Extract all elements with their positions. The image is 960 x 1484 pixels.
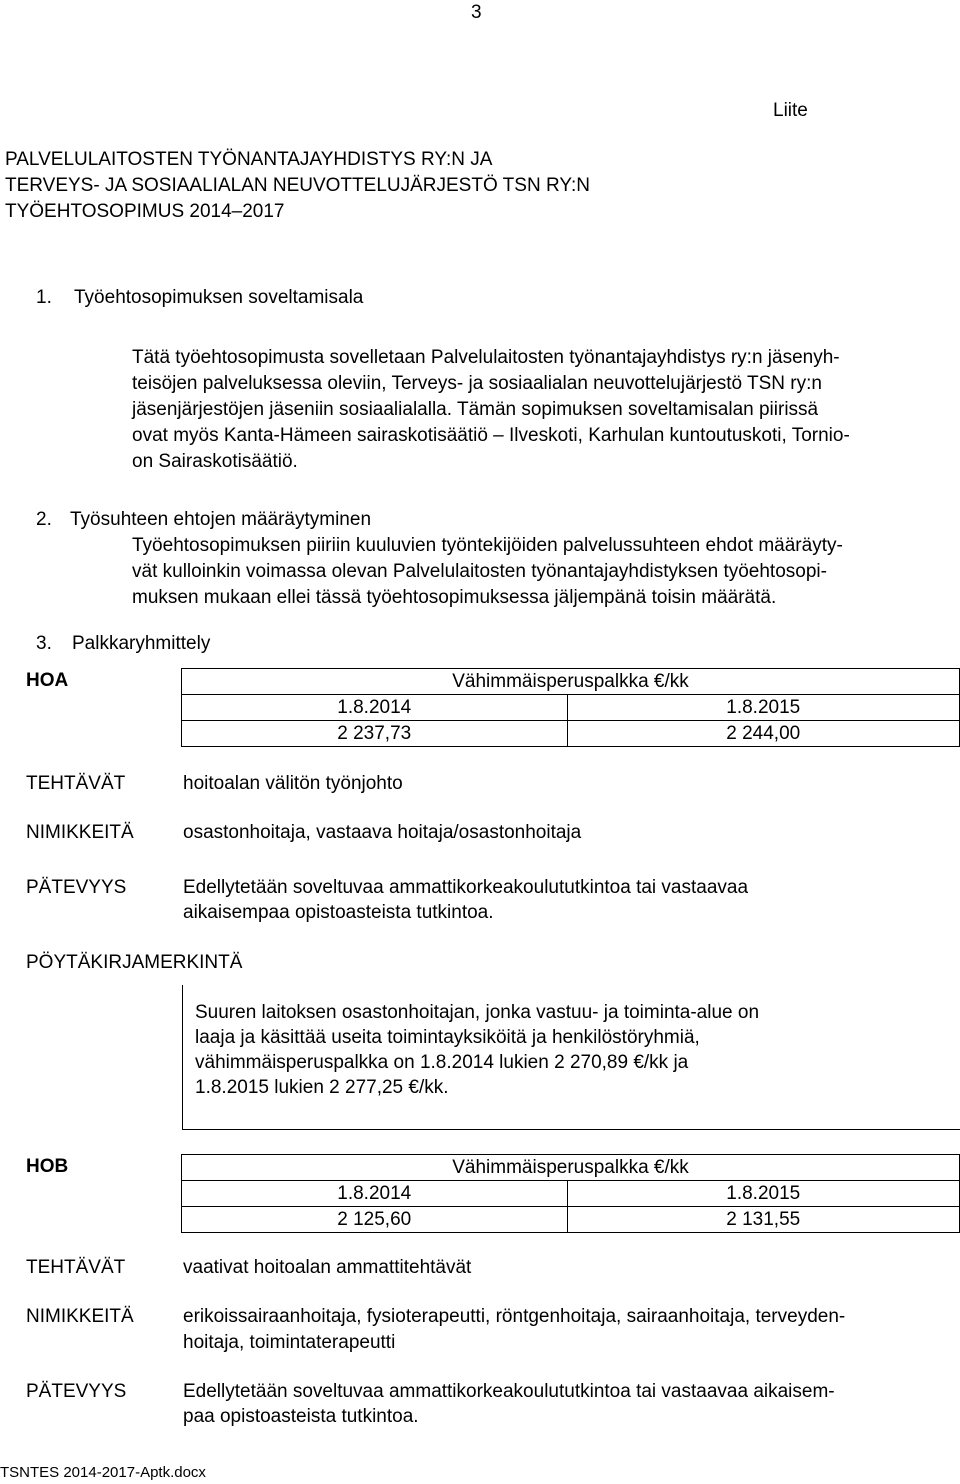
- section1-line-2: teisöjen palveluksessa oleviin, Terveys- ja sosiaalialan neuvottelujärjestö TSN ry:n: [132, 373, 822, 394]
- note-line-hoa-2: laaja ja käsittää useita toimintayksiköitä ja henkilöstöryhmiä,: [195, 1027, 700, 1048]
- section1-number: 1.: [36, 287, 52, 308]
- note-label-hoa: PÖYTÄKIRJAMERKINTÄ: [26, 952, 243, 973]
- qual-line-hob-2: paa opistoasteista tutkintoa.: [183, 1406, 419, 1427]
- note-line-hoa-1: Suuren laitoksen osastonhoitajan, jonka vastuu- ja toiminta-alue on: [195, 1002, 760, 1023]
- titles-line-hob-2: hoitaja, toimintaterapeutti: [183, 1332, 396, 1353]
- titles-label-hob: NIMIKKEITÄ: [26, 1306, 134, 1327]
- qual-line-hob-1: Edellytetään soveltuvaa ammattikorkeakoulututkintoa tai vastaavaa aikaisem-: [183, 1381, 835, 1402]
- section2-title: Työsuhteen ehtojen määräytyminen: [70, 509, 372, 530]
- salary-date-1: 1.8.2014: [182, 695, 568, 721]
- titles-line-hoa-1: osastonhoitaja, vastaava hoitaja/osastonhoitaja: [183, 822, 582, 843]
- qual-line-hoa-1: Edellytetään soveltuvaa ammattikorkeakoulututkintoa tai vastaavaa: [183, 877, 749, 898]
- group-code-hob: HOB: [26, 1156, 69, 1177]
- page-number: 3: [471, 2, 482, 23]
- qual-label-hob: PÄTEVYYS: [26, 1381, 127, 1402]
- qual-line-hoa-2: aikaisempaa opistoasteista tutkintoa.: [183, 902, 494, 923]
- footer-filename: TSNTES 2014-2017-Aptk.docx: [0, 1464, 206, 1481]
- salary-value-1: 2 125,60: [182, 1207, 568, 1233]
- salary-value-2: 2 131,55: [567, 1207, 960, 1233]
- attachment-label: Liite: [773, 100, 808, 121]
- section1-line-5: on Sairaskotisäätiö.: [132, 451, 298, 472]
- heading-line-2: TERVEYS- JA SOSIAALIALAN NEUVOTTELUJÄRJESTÖ TSN RY:N: [5, 175, 590, 196]
- note-line-hoa-4: 1.8.2015 lukien 2 277,25 €/kk.: [195, 1077, 449, 1098]
- tasks-label-hob: TEHTÄVÄT: [26, 1257, 126, 1278]
- titles-line-hob-1: erikoissairaanhoitaja, fysioterapeutti, röntgenhoitaja, sairaanhoitaja, terveyden-: [183, 1306, 846, 1327]
- qual-label-hoa: PÄTEVYYS: [26, 877, 127, 898]
- section2-line-3: muksen mukaan ellei tässä työehtosopimuksessa jäljempänä toisin määrätä.: [132, 587, 777, 608]
- section2-number: 2.: [36, 509, 52, 530]
- salary-date-1: 1.8.2014: [182, 1181, 568, 1207]
- salary-table-hoa: [181, 668, 960, 747]
- section3-title: Palkkaryhmittely: [72, 633, 211, 654]
- titles-label-hoa: NIMIKKEITÄ: [26, 822, 134, 843]
- salary-value-2: 2 244,00: [567, 721, 960, 747]
- salary-date-2: 1.8.2015: [567, 1181, 960, 1207]
- section1-title: Työehtosopimuksen soveltamisala: [74, 287, 364, 308]
- salary-date-2: 1.8.2015: [567, 695, 960, 721]
- salary-header: Vähimmäisperuspalkka €/kk: [182, 1155, 960, 1181]
- note-line-hoa-3: vähimmäisperuspalkka on 1.8.2014 lukien 2 270,89 €/kk ja: [195, 1052, 689, 1073]
- section1-line-4: ovat myös Kanta-Hämeen sairaskotisäätiö – Ilveskoti, Karhulan kuntoutuskoti, Tornio-: [132, 425, 850, 446]
- heading-line-3: TYÖEHTOSOPIMUS 2014–2017: [5, 201, 285, 222]
- tasks-line-hoa-1: hoitoalan välitön työnjohto: [183, 773, 403, 794]
- tasks-label-hoa: TEHTÄVÄT: [26, 773, 126, 794]
- section1-line-3: jäsenjärjestöjen jäseniin sosiaalialalla. Tämän sopimuksen soveltamisalan piirissä: [132, 399, 819, 420]
- section2-line-1: Työehtosopimuksen piiriin kuuluvien työntekijöiden palvelussuhteen ehdot määräyty-: [132, 535, 843, 556]
- salary-header: Vähimmäisperuspalkka €/kk: [182, 669, 960, 695]
- salary-value-1: 2 237,73: [182, 721, 568, 747]
- group-code-hoa: HOA: [26, 670, 69, 691]
- section2-line-2: vät kulloinkin voimassa olevan Palvelulaitosten työnantajayhdistyksen työehtosopi-: [132, 561, 827, 582]
- tasks-line-hob-1: vaativat hoitoalan ammattitehtävät: [183, 1257, 472, 1278]
- heading-line-1: PALVELULAITOSTEN TYÖNANTAJAYHDISTYS RY:N JA: [5, 149, 493, 170]
- salary-table-hob: [181, 1154, 960, 1233]
- section1-line-1: Tätä työehtosopimusta sovelletaan Palvelulaitosten työnantajayhdistys ry:n jäsenyh-: [132, 347, 840, 368]
- section3-number: 3.: [36, 633, 52, 654]
